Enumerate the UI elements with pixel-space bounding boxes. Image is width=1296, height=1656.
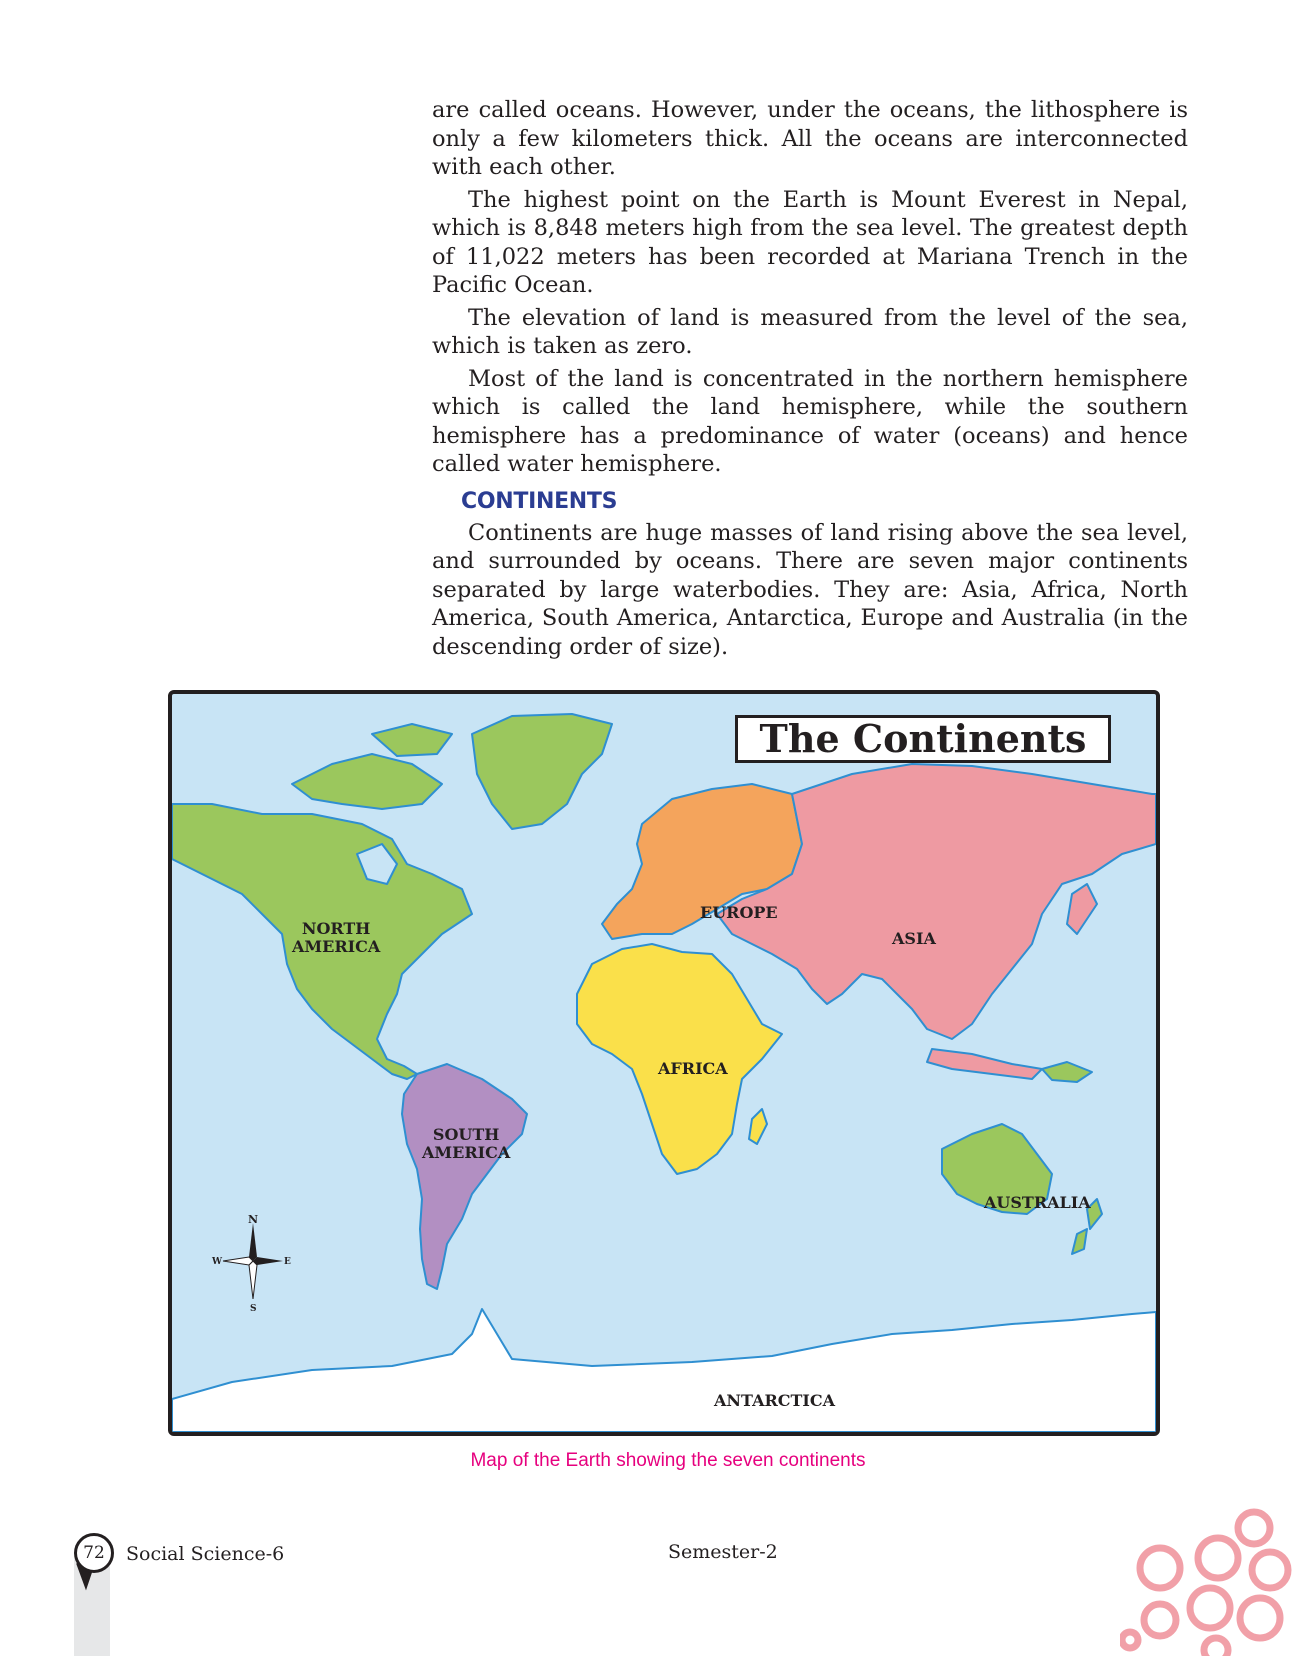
japan-shape <box>1067 884 1097 934</box>
body-text <box>432 96 1188 665</box>
paragraph: Continents are huge masses of land rising above the sea level, and surrounded by oceans. There are seven major continents separated by large waterbodies. They are: Asia, Africa, North America, South America, Antarctica, Europe and Australia (in the descending order of size). <box>432 519 1188 660</box>
footer-semester: Semester-2 <box>668 1541 778 1563</box>
footer-book-title: Social Science-6 <box>126 1543 285 1565</box>
greenland-shape <box>472 714 612 829</box>
madagascar-shape <box>749 1109 767 1144</box>
indonesia-shape <box>927 1049 1042 1079</box>
label-australia: AUSTRALIA <box>984 1193 1091 1212</box>
compass-east-label: E <box>284 1257 291 1267</box>
paragraph: are called oceans. However, under the oceans, the lithosphere is only a few kilometers thick. All the oceans are interconnected with each other. <box>432 97 1188 180</box>
world-map <box>168 690 1160 1436</box>
page-number: 72 <box>74 1533 114 1573</box>
compass-south-label: S <box>250 1304 257 1314</box>
antarctica-shape <box>172 1309 1156 1432</box>
label-south-america: SOUTH AMERICA <box>422 1125 511 1162</box>
paragraph: Most of the land is concentrated in the northern hemisphere which is called the land hemisphere, while the southern hemisphere has a predominance of water (oceans) and hence called water hemisphere. <box>432 365 1188 477</box>
south-america-shape <box>402 1064 527 1289</box>
compass-rose-icon <box>223 1223 283 1299</box>
label-africa: AFRICA <box>658 1059 728 1078</box>
label-europe: EUROPE <box>700 903 778 922</box>
label-antarctica: ANTARCTICA <box>714 1391 836 1410</box>
label-asia: ASIA <box>892 929 936 948</box>
section-heading: CONTINENTS <box>461 488 618 514</box>
new-zealand-shape <box>1072 1229 1087 1254</box>
new-guinea-shape <box>1042 1062 1092 1082</box>
label-north-america: NORTH AMERICA <box>292 919 381 956</box>
arctic-islands-shape <box>372 724 452 756</box>
paragraph: The highest point on the Earth is Mount Everest in Nepal, which is 8,848 meters high from the sea level. The greatest depth of 11,022 meters has been recorded at Mariana Trench in the Pacific Ocean. <box>432 186 1188 298</box>
arctic-islands-shape <box>292 754 442 809</box>
map-title: The Continents <box>735 715 1111 763</box>
decorative-circles-icon <box>1120 1500 1296 1656</box>
compass-west-label: W <box>212 1257 223 1267</box>
compass-north-label: N <box>248 1213 259 1226</box>
paragraph: The elevation of land is measured from the level of the sea, which is taken as zero. <box>432 304 1188 359</box>
figure-caption: Map of the Earth showing the seven continents <box>470 1450 866 1471</box>
